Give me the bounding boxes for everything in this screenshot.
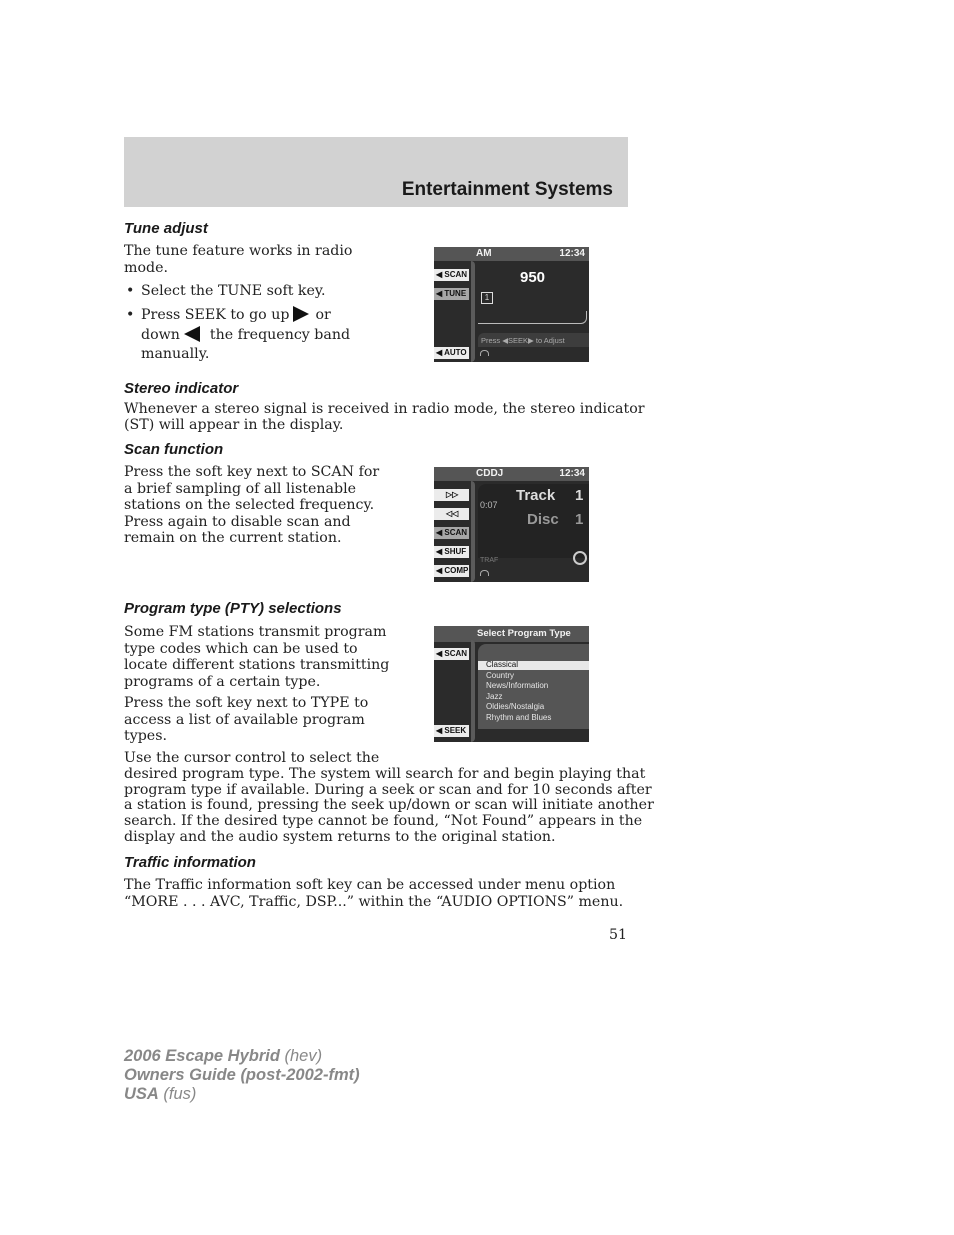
- pty-p3-4: a station is found, pressing the seek up/down or scan will initiate another: [124, 797, 654, 814]
- scan-line-3: stations on the selected frequency.: [124, 497, 375, 513]
- scan-line-5: remain on the current station.: [124, 530, 342, 546]
- display-status-bar: AM 12:34: [434, 247, 589, 261]
- chapter-title: Entertainment Systems: [401, 179, 613, 200]
- seek-soft-key[interactable]: ◀ SEEK: [434, 725, 469, 737]
- fast-forward-soft-key[interactable]: ▷▷: [434, 489, 469, 501]
- elapsed-time: 0:07: [480, 500, 498, 510]
- preset-indicator: 1: [481, 292, 493, 304]
- cd-display-screen: [434, 467, 589, 582]
- pty-display-screen: [434, 626, 589, 742]
- track-label: Track: [516, 487, 556, 504]
- footer-line-3: USA (fus): [124, 1085, 197, 1103]
- frequency-readout: 950: [520, 269, 546, 286]
- pty-heading: Program type (PTY) selections: [124, 600, 342, 617]
- scan-soft-key[interactable]: ◀ SCAN: [436, 270, 468, 279]
- scan-heading: Scan function: [124, 441, 224, 458]
- list-item[interactable]: Jazz: [486, 691, 503, 701]
- program-type-list[interactable]: [478, 644, 589, 729]
- display-title-bar: Select Program Type: [434, 626, 589, 642]
- chapter-header: [124, 137, 628, 207]
- tune-display-screen: [434, 247, 589, 362]
- scan-line-1: Press the soft key next to SCAN for: [124, 464, 380, 480]
- traffic-text-2: “MORE . . . AVC, Traffic, DSP...” within the “AUDIO OPTIONS” menu.: [124, 894, 624, 910]
- headphone-icon: [480, 350, 489, 356]
- disc-icon: [573, 551, 587, 565]
- page-number: 51: [608, 927, 627, 943]
- pty-p3-1: Use the cursor control to select the: [124, 750, 380, 766]
- traffic-text-1: The Traffic information soft key can be accessed under menu option: [124, 877, 616, 893]
- pty-p1-1: Some FM stations transmit program: [124, 624, 387, 640]
- pty-p3-2: desired program type. The system will search for and begin playing that: [124, 765, 646, 782]
- list-item[interactable]: Classical: [486, 660, 519, 669]
- list-item[interactable]: News/Information: [486, 681, 549, 691]
- scan-soft-key[interactable]: ◀ SCAN: [436, 649, 468, 658]
- scan-line-2: a brief sampling of all listenable: [124, 480, 357, 497]
- seek-down-arrow-icon: [184, 326, 200, 342]
- tune-intro-1: The tune feature works in radio: [124, 243, 353, 259]
- list-item[interactable]: Country: [486, 670, 515, 680]
- pty-p3-6: display and the audio system returns to the original station.: [124, 829, 556, 845]
- track-number: 1: [575, 487, 584, 504]
- pty-p3-5: search. If the desired type cannot be found, “Not Found” appears in the: [124, 813, 643, 830]
- compress-soft-key[interactable]: ◀ COMP: [436, 566, 469, 575]
- rewind-soft-key[interactable]: ◁◁: [434, 508, 469, 520]
- tune-heading: Tune adjust: [124, 220, 208, 237]
- scan-line-4: Press again to disable scan and: [124, 513, 351, 530]
- tune-soft-key[interactable]: ◀ TUNE: [434, 288, 469, 300]
- display-status-bar: CDDJ 12:34: [434, 467, 589, 481]
- pty-p1-4: programs of a certain type.: [124, 673, 321, 690]
- tune-intro-2: mode.: [124, 260, 168, 276]
- pty-p1-2: type codes which can be used to: [124, 640, 358, 657]
- auto-soft-key[interactable]: ◀ AUTO: [434, 347, 469, 359]
- pty-p3-3: program type if available. During a seek or scan and for 10 seconds after: [124, 781, 652, 798]
- list-item[interactable]: Oldies/Nostalgia: [486, 702, 545, 712]
- traffic-heading: Traffic information: [124, 854, 256, 871]
- stereo-text-2: (ST) will appear in the display.: [124, 417, 344, 433]
- shuffle-soft-key[interactable]: ◀ SHUF: [434, 546, 469, 558]
- headphone-icon: [480, 570, 489, 576]
- disc-label: Disc: [527, 511, 559, 528]
- pty-p1-3: locate different stations transmitting: [124, 657, 390, 673]
- disc-number: 1: [575, 511, 584, 528]
- traffic-indicator: TRAF: [480, 557, 499, 564]
- pty-p2-3: types.: [124, 728, 167, 744]
- footer-line-2: Owners Guide (post-2002-fmt): [124, 1066, 360, 1084]
- list-item[interactable]: Rhythm and Blues: [486, 712, 552, 722]
- pty-p2-1: Press the soft key next to TYPE to: [124, 695, 369, 711]
- scan-soft-key[interactable]: ◀ SCAN: [436, 528, 468, 537]
- stereo-text-1: Whenever a stereo signal is received in radio mode, the stereo indicator: [124, 401, 645, 417]
- adjust-hint: Press ◀SEEK▶ to Adjust: [481, 336, 565, 345]
- seek-up-arrow-icon: [293, 306, 309, 322]
- stereo-heading: Stereo indicator: [124, 380, 239, 397]
- pty-p2-2: access a list of available program: [124, 711, 365, 728]
- footer-line-1: 2006 Escape Hybrid (hev): [124, 1047, 323, 1065]
